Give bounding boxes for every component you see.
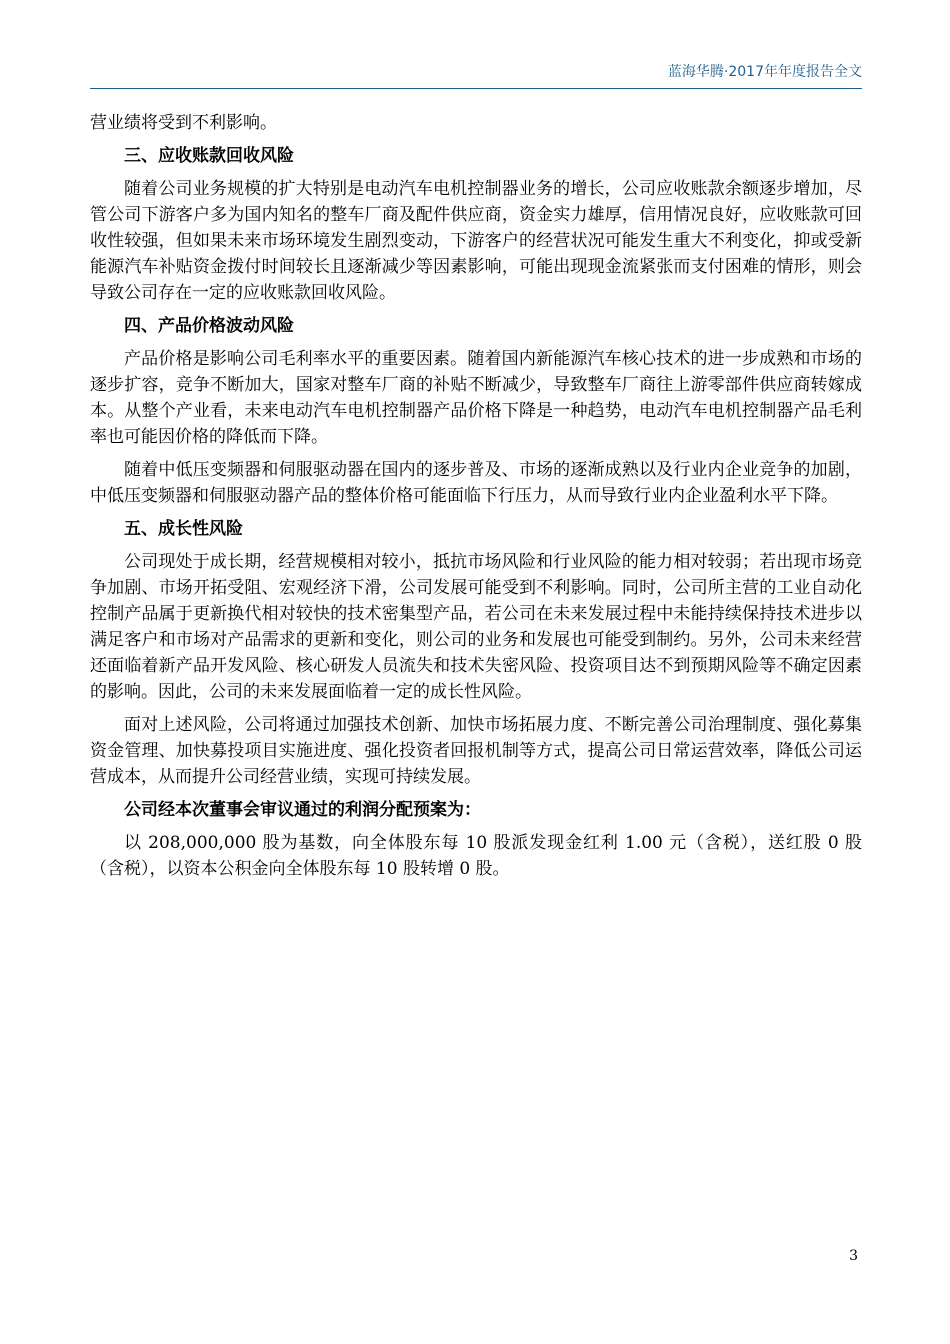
profit-distribution-plan: 以 208,000,000 股为基数，向全体股东每 10 股派发现金红利 1.00 元（含税），送红股 0 股（含税），以资本公积金向全体股东每 10 股转增 0 股。 xyxy=(90,833,862,879)
paragraph-continuation: 营业绩将受到不利影响。 xyxy=(90,113,277,133)
document-body xyxy=(90,110,862,882)
profit-distribution-heading: 公司经本次董事会审议通过的利润分配预案为： xyxy=(124,800,481,820)
paragraph-growth-risk: 公司现处于成长期，经营规模相对较小，抵抗市场风险和行业风险的能力相对较弱；若出现市场竞争加剧、市场开拓受阻、宏观经济下滑，公司发展可能受到不利影响。同时，公司所主营的工业自动化控制产品属于更新换代相对较快的技术密集型产品，若公司在未来发展过程中未能持续保持技术进步以满足客户和市场对产品需求的更新和变化，则公司的业务和发展也可能受到制约。另外，公司未来经营还面临着新产品开发风险、核心研发人员流失和技术失密风险、投资项目达不到预期风险等不确定因素的影响。因此，公司的未来发展面临着一定的成长性风险。 xyxy=(90,552,862,702)
paragraph-price-risk-2: 随着中低压变频器和伺服驱动器在国内的逐步普及、市场的逐渐成熟以及行业内企业竞争的加剧，中低压变频器和伺服驱动器产品的整体价格可能面临下行压力，从而导致行业内企业盈利水平下降。 xyxy=(90,460,862,506)
paragraph-price-risk-1: 产品价格是影响公司毛利率水平的重要因素。随着国内新能源汽车核心技术的进一步成熟和市场的逐步扩容，竞争不断加大，国家对整车厂商的补贴不断减少，导致整车厂商往上游零部件供应商转嫁成本。从整个产业看，未来电动汽车电机控制器产品价格下降是一种趋势，电动汽车电机控制器产品毛利率也可能因价格的降低而下降。 xyxy=(90,349,862,447)
section-heading-price-risk: 四、产品价格波动风险 xyxy=(124,316,294,336)
page-header xyxy=(90,62,862,89)
paragraph-receivables-risk: 随着公司业务规模的扩大特别是电动汽车电机控制器业务的增长，公司应收账款余额逐步增加，尽管公司下游客户多为国内知名的整车厂商及配件供应商，资金实力雄厚，信用情况良好，应收账款可回收性较强，但如果未来市场环境发生剧烈变动，下游客户的经营状况可能发生重大不利变化，抑或受新能源汽车补贴资金拨付时间较长且逐渐减少等因素影响，可能出现现金流紧张而支付困难的情形，则会导致公司存在一定的应收账款回收风险。 xyxy=(90,179,862,303)
section-heading-receivables-risk: 三、应收账款回收风险 xyxy=(124,146,294,166)
report-title: 蓝海华腾·2017年年度报告全文 xyxy=(667,64,862,80)
page-number: 3 xyxy=(849,1248,858,1264)
paragraph-risk-response: 面对上述风险，公司将通过加强技术创新、加快市场拓展力度、不断完善公司治理制度、强化募集资金管理、加快募投项目实施进度、强化投资者回报机制等方式，提高公司日常运营效率，降低公司运营成本，从而提升公司经营业绩，实现可持续发展。 xyxy=(90,715,862,787)
section-heading-growth-risk: 五、成长性风险 xyxy=(124,519,243,539)
